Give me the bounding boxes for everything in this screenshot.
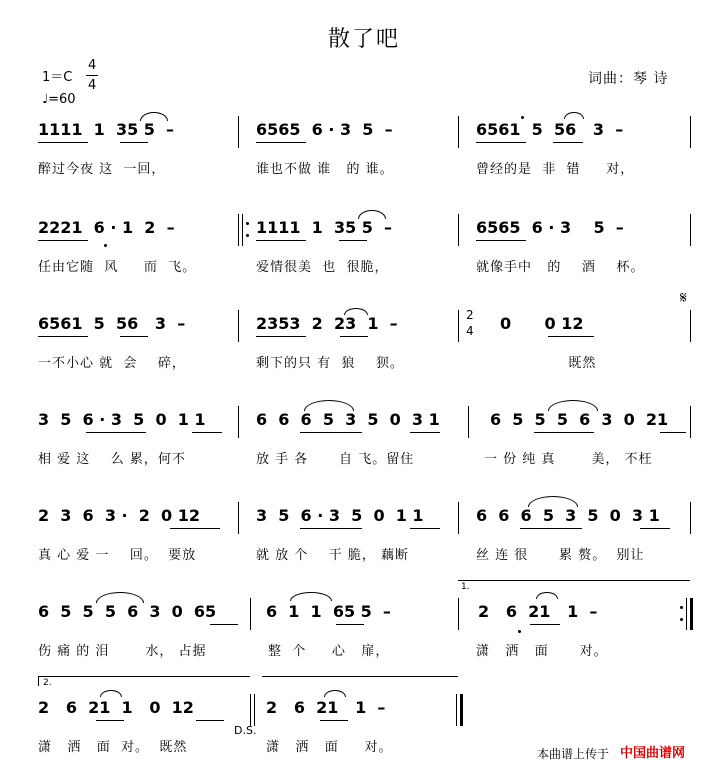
row4-measure2: 6 6 6 5 3 5 0 3 1 [256, 410, 440, 429]
barline [690, 116, 691, 148]
credit-line: 词曲：琴 诗 [588, 71, 669, 87]
repeat-dot [680, 606, 683, 609]
row2-measure3: 6565 6 · 3 5 – [476, 218, 624, 237]
ds-marking: D.S. [234, 724, 257, 737]
dot [104, 244, 107, 247]
underline [530, 624, 560, 625]
meter-numerator: 4 [88, 58, 97, 73]
underline [120, 336, 148, 337]
row6-measure2: 6 1 1 65 5 – [266, 602, 391, 621]
underline [553, 142, 583, 143]
time-change-bottom: 4 [466, 324, 474, 338]
row3-lyric3: 既然 [476, 356, 597, 371]
volta-bracket-1 [458, 580, 690, 581]
slur [528, 496, 578, 507]
underline [256, 240, 306, 241]
slur [536, 592, 558, 599]
row2-lyric2: 爱情很美 也 很脆， [256, 260, 389, 275]
underline [170, 528, 220, 529]
row6-measure3: 2 6 21 1 – [478, 602, 598, 621]
barline [690, 406, 691, 438]
underline [256, 336, 306, 337]
row2-measure1: 2221 6 · 1 2 – [38, 218, 175, 237]
row3-lyric2: 剩下的只 有 狼 狈。 [256, 356, 404, 371]
row4-lyric1: 相 爱 这 么 累，何不 [38, 452, 186, 467]
slur [324, 690, 346, 697]
row1-lyric2: 谁也不做 谁 的 谁。 [256, 162, 394, 177]
slur [358, 210, 386, 219]
row3-lyric1: 一不小心 就 会 碎， [38, 356, 186, 371]
underline [336, 624, 364, 625]
row6-measure1: 6 5 5 5 6 3 0 65 [38, 602, 217, 621]
underline [86, 432, 146, 433]
site-logo[interactable]: 中国曲谱网 [620, 746, 686, 761]
underline [476, 142, 526, 143]
slur [96, 592, 144, 603]
row6-lyric2: 整 个 心 扉， [268, 644, 390, 659]
footer-note: 本曲谱上传于 [537, 747, 610, 761]
row7-lyric2: 潇 洒 面 对。 [266, 740, 393, 755]
slur [140, 112, 168, 121]
dot [518, 630, 521, 633]
underline [534, 432, 594, 433]
row7-measure2: 2 6 21 1 – [266, 698, 386, 717]
volta-1-label: 1. [461, 582, 470, 592]
underline [38, 336, 88, 337]
underline [256, 142, 306, 143]
volta-bracket-2-edge [38, 676, 39, 686]
final-barline [456, 694, 457, 726]
barline [458, 598, 459, 630]
barline [458, 310, 459, 342]
row4-lyric2: 放 手 各 自 飞。留住 [256, 452, 415, 467]
row3-measure1: 6561 5 56 3 – [38, 314, 186, 333]
underline [38, 240, 88, 241]
row7-lyric1: 潇 洒 面 对。 既然 [38, 740, 188, 755]
time-change-top: 2 [466, 308, 474, 322]
underline [476, 240, 526, 241]
repeat-dot [246, 234, 249, 237]
barline [458, 502, 459, 534]
underline [192, 432, 222, 433]
underline [640, 528, 670, 529]
underline [410, 432, 440, 433]
segno-sign: 𝄋 [680, 288, 687, 307]
barline [458, 214, 459, 246]
slur [304, 400, 354, 411]
repeat-barline [686, 598, 687, 630]
underline [340, 336, 368, 337]
slur [100, 690, 122, 697]
underline [300, 432, 362, 433]
underline [339, 240, 367, 241]
barline [250, 694, 251, 726]
repeat-dot [680, 618, 683, 621]
row3-measure2: 2353 2 23 1 – [256, 314, 398, 333]
final-barline [460, 694, 463, 726]
underline [300, 528, 362, 529]
repeat-barline [238, 214, 239, 246]
underline [210, 624, 238, 625]
row4-measure1: 3 5 6 · 3 5 0 1 1 [38, 410, 206, 429]
underline [660, 432, 686, 433]
row2-measure2: 1111 1 35 5 – [256, 218, 393, 237]
underline [320, 720, 348, 721]
underline [96, 720, 124, 721]
dot [521, 116, 524, 119]
row2-lyric3: 就像手中 的 酒 杯。 [476, 260, 645, 275]
row5-lyric3: 丝 连 很 累 赘。 别让 [476, 548, 645, 563]
barline [690, 310, 691, 342]
underline [520, 528, 582, 529]
slur [548, 400, 598, 411]
key-signature: 1＝C [42, 70, 73, 85]
barline [238, 406, 239, 438]
slur [564, 112, 584, 119]
slur [290, 592, 332, 601]
volta-bracket-2 [38, 676, 250, 677]
meter-denominator: 4 [88, 78, 97, 93]
row5-measure1: 2 3 6 3 · 2 0 12 [38, 506, 200, 525]
underline [196, 720, 224, 721]
barline [238, 502, 239, 534]
barline [690, 502, 691, 534]
row4-measure3: 6 5 5 5 6 3 0 21 [490, 410, 669, 429]
slur [344, 308, 368, 315]
row1-measure3: 6561 5 56 3 – [476, 120, 624, 139]
row5-measure3: 6 6 6 5 3 5 0 3 1 [476, 506, 660, 525]
meter-divider [86, 75, 98, 76]
row6-lyric3: 潇 洒 面 对。 [476, 644, 608, 659]
row5-measure2: 3 5 6 · 3 5 0 1 1 [256, 506, 424, 525]
repeat-barline [690, 598, 693, 630]
row1-measure2: 6565 6 · 3 5 – [256, 120, 393, 139]
row4-lyric3: 一 份 纯 真 美， 不枉 [484, 452, 653, 467]
barline [238, 116, 239, 148]
row1-lyric3: 曾经的是 非 错 对， [476, 162, 635, 177]
underline [38, 142, 88, 143]
song-title: 散了吧 [327, 27, 400, 52]
volta-bracket-2b [262, 676, 458, 677]
barline [250, 598, 251, 630]
row7-measure1: 2 6 21 1 0 12 [38, 698, 194, 717]
volta-2-label: 2. [43, 678, 52, 688]
row2-lyric1: 任由它随 风 而 飞。 [38, 260, 197, 275]
row1-measure1: 1111 1 35 5 – [38, 120, 175, 139]
repeat-barline [242, 214, 243, 246]
row3-measure3: 0 0 12 [500, 314, 584, 333]
row5-lyric1: 真 心 爱 一 回。 要放 [38, 548, 197, 563]
underline [120, 142, 148, 143]
barline [458, 116, 459, 148]
repeat-dot [246, 222, 249, 225]
row5-lyric2: 就 放 个 干 脆， 藕断 [256, 548, 410, 563]
barline [690, 214, 691, 246]
barline [254, 694, 255, 726]
barline [238, 310, 239, 342]
row6-lyric1: 伤 痛 的 泪 水， 占据 [38, 644, 207, 659]
barline [468, 406, 469, 438]
row1-lyric1: 醉过今夜 这 一回， [38, 162, 166, 177]
underline [410, 528, 440, 529]
underline [548, 336, 594, 337]
tempo-marking: ♩=60 [42, 92, 76, 107]
